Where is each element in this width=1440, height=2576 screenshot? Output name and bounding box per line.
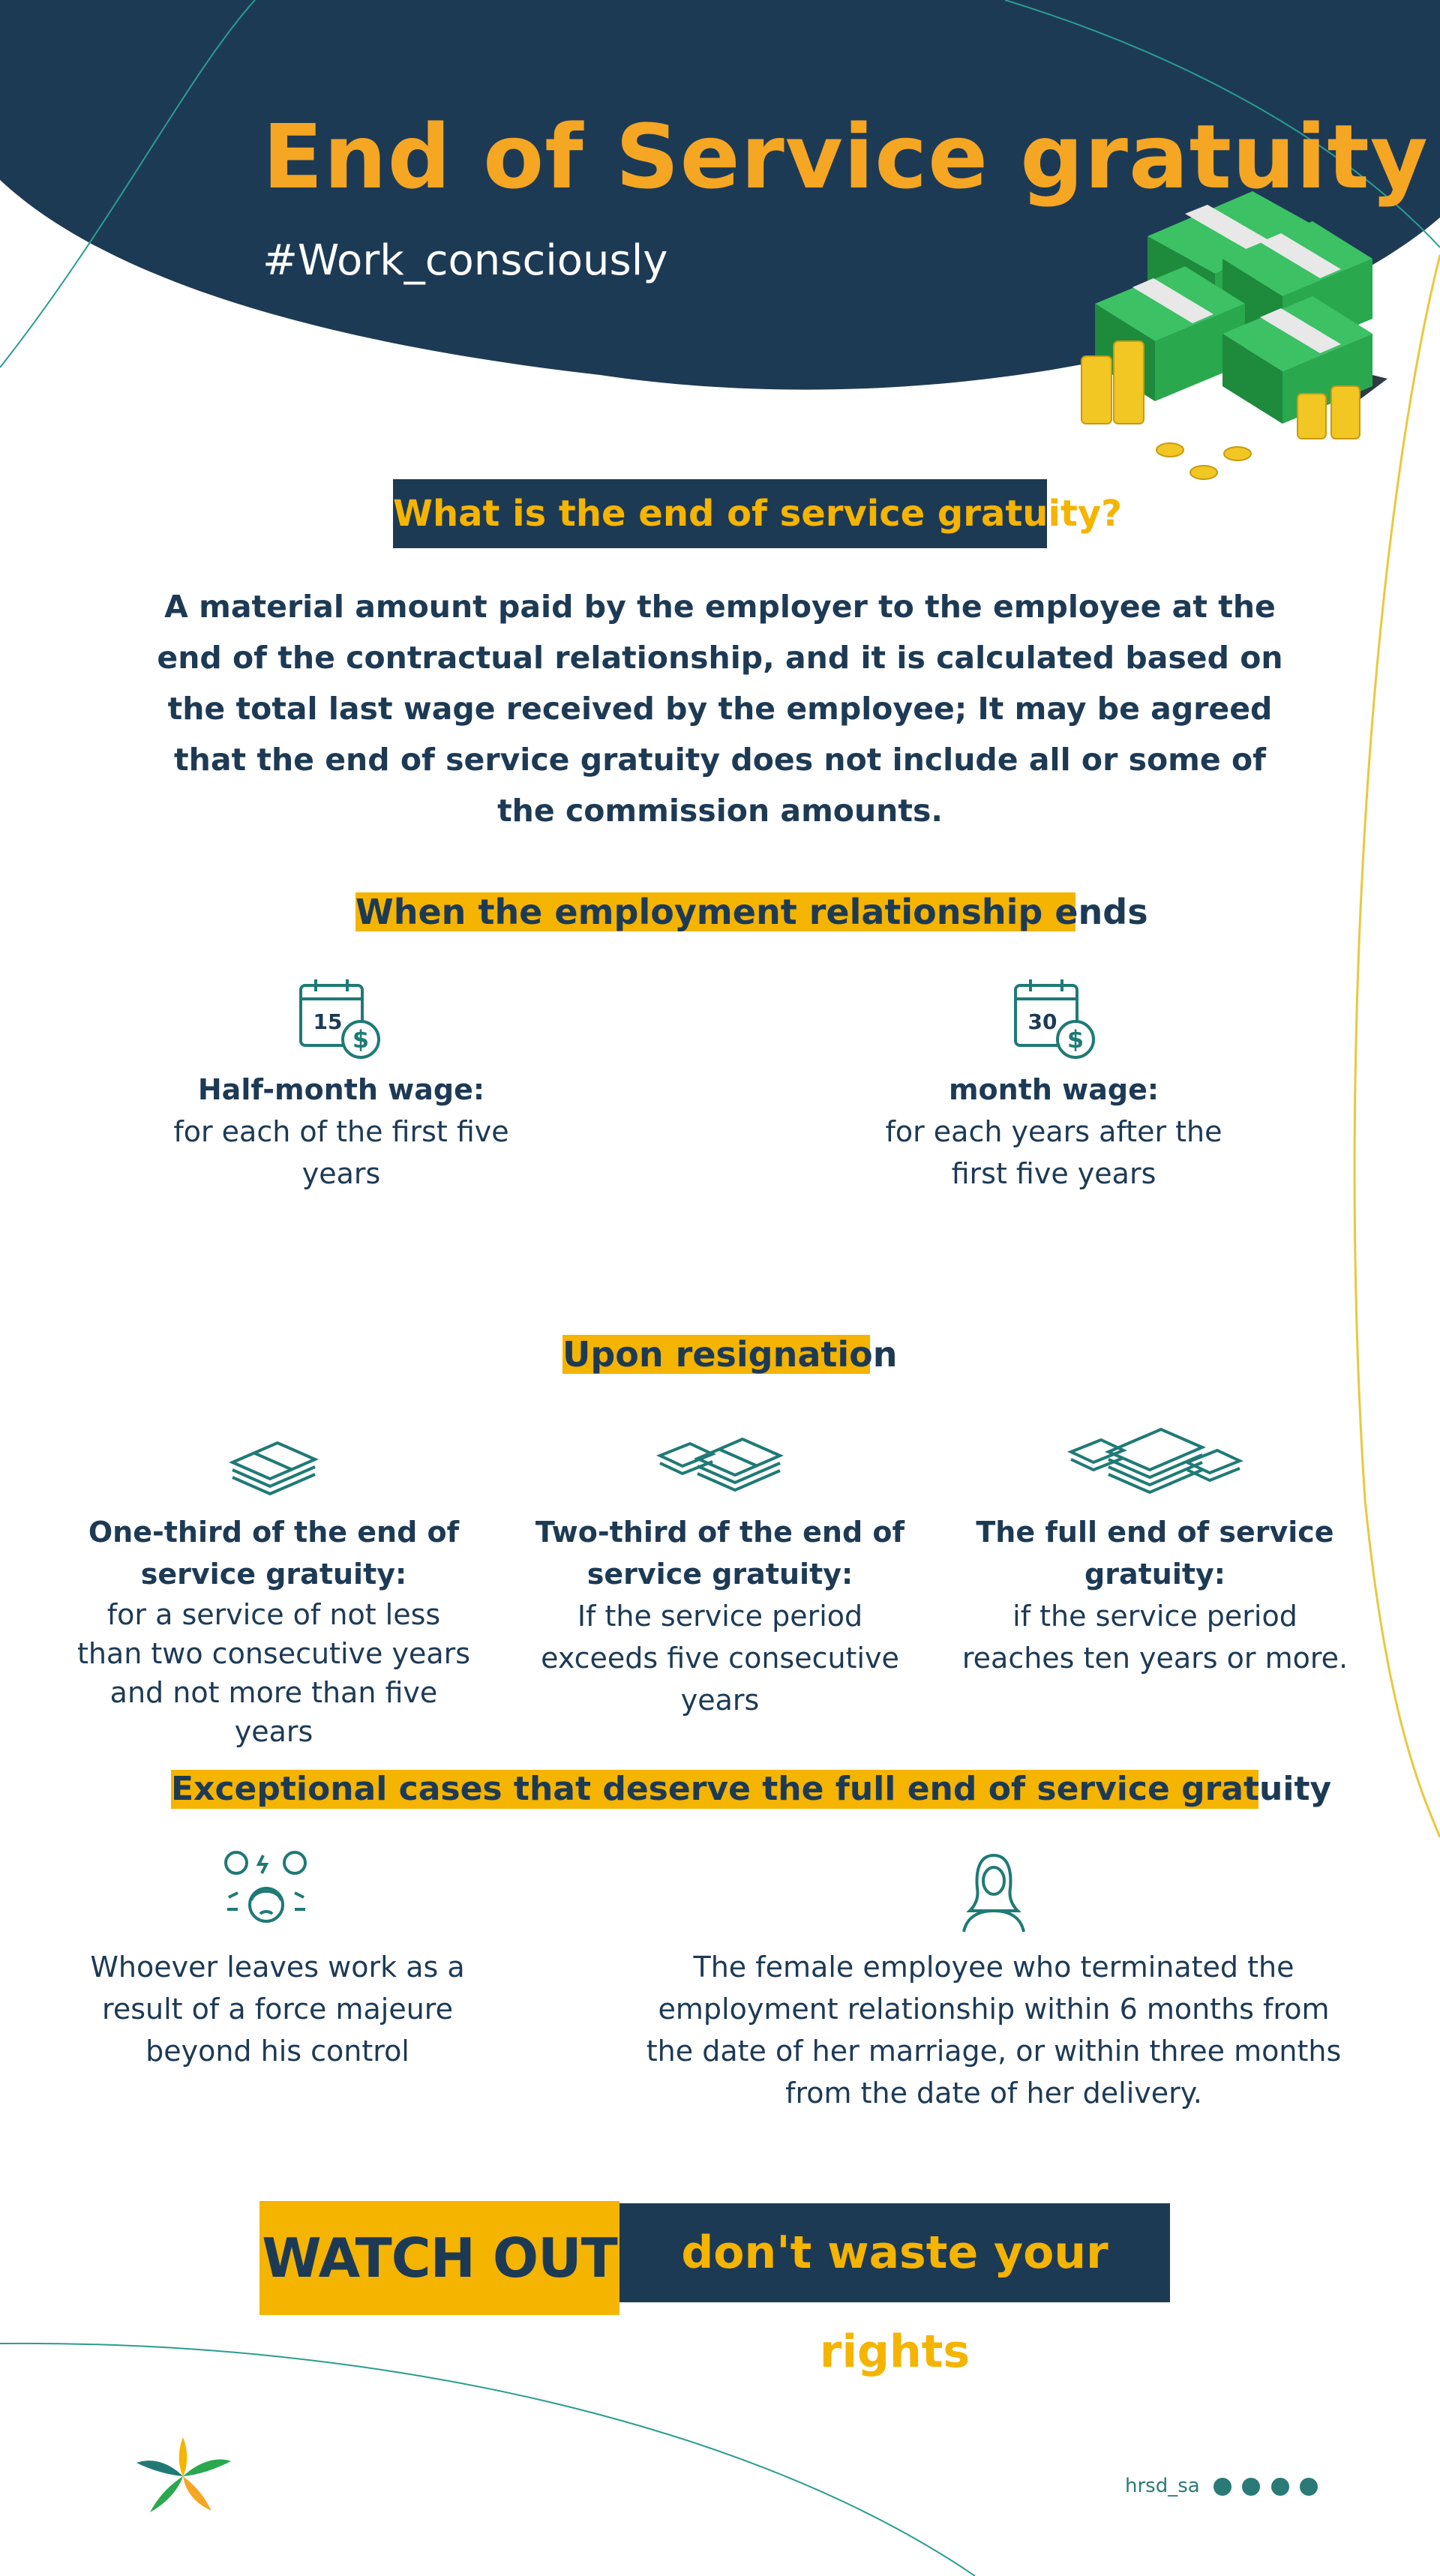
card-title: month wage: bbox=[948, 1073, 1160, 1106]
female-employee-icon bbox=[956, 1851, 1031, 1933]
card-title: Half-month wage: bbox=[197, 1073, 485, 1106]
definition-question: What is the end of service gratuity? bbox=[393, 479, 1047, 548]
card-description: The female employee who terminated the employment relationship within 6 months from the date of her marriage, or within three months from the date of her delivery. bbox=[646, 1951, 1342, 2110]
force-majeure-card bbox=[68, 1946, 488, 2072]
resignation-heading: Upon resignation bbox=[562, 1334, 898, 1375]
facebook-icon[interactable] bbox=[1242, 2478, 1260, 2496]
page-title: End of Service gratuity bbox=[262, 105, 1429, 208]
female-employee-card bbox=[634, 1946, 1354, 2114]
calendar-number: 30 bbox=[1028, 1009, 1058, 1034]
ministry-logo bbox=[134, 2430, 235, 2516]
twitter-icon[interactable] bbox=[1300, 2478, 1318, 2496]
hashtag: #Work_consciously bbox=[262, 236, 668, 285]
cash-bundles-icon bbox=[1064, 1417, 1247, 1500]
instagram-icon[interactable] bbox=[1214, 2478, 1232, 2496]
employment-ends-heading: When the employment relationship ends bbox=[356, 892, 1148, 932]
definition-answer: A material amount paid by the employer to the employee at the end of the contractual relationship, and it is calculated based on the total last wage received by the employee; It may be agreed that the end of service gratuity does not include all or some of the commission amounts. bbox=[157, 589, 1283, 829]
month-wage-card bbox=[862, 1069, 1245, 1195]
svg-text:$: $ bbox=[1066, 1025, 1084, 1054]
watch-out-banner: WATCH OUT bbox=[260, 2201, 620, 2315]
card-title: Two-third of the end of service gratuity: bbox=[535, 1516, 905, 1591]
two-third-card bbox=[518, 1511, 922, 1721]
card-title: The full end of service gratuity: bbox=[976, 1516, 1334, 1591]
full-gratuity-card bbox=[952, 1511, 1358, 1679]
cash-bundles-icon bbox=[652, 1421, 788, 1500]
svg-text:$: $ bbox=[352, 1025, 370, 1054]
one-third-card bbox=[75, 1511, 472, 1751]
card-description: for each years after the first five years bbox=[885, 1115, 1222, 1190]
calendar-dollar-icon bbox=[1011, 975, 1101, 1065]
right-curve-line bbox=[1354, 255, 1440, 1837]
rights-banner: don't waste your rights bbox=[620, 2203, 1170, 2302]
half-month-wage-card bbox=[150, 1069, 532, 1195]
card-description: if the service period reaches ten years or more. bbox=[962, 1600, 1348, 1675]
calendar-number: 15 bbox=[313, 1009, 343, 1034]
stressed-person-icon bbox=[221, 1845, 311, 1935]
card-description: If the service period exceeds five consecutive years bbox=[541, 1600, 899, 1717]
money-stack-illustration bbox=[1072, 176, 1402, 491]
card-description: for each of the first five years bbox=[173, 1115, 509, 1190]
calendar-dollar-icon bbox=[296, 975, 386, 1065]
social-links bbox=[1125, 2475, 1318, 2497]
card-description: for a service of not less than two consecutive years and not more than five years bbox=[76, 1598, 471, 1748]
social-handle: hrsd_sa bbox=[1125, 2475, 1200, 2497]
card-description: Whoever leaves work as a result of a force majeure beyond his control bbox=[90, 1951, 465, 2068]
exceptional-heading: Exceptional cases that deserve the full end of service gratuity bbox=[171, 1770, 1332, 1808]
cash-bundle-icon bbox=[225, 1425, 322, 1500]
card-title: One-third of the end of service gratuity: bbox=[88, 1516, 460, 1591]
snapchat-icon[interactable] bbox=[1271, 2478, 1289, 2496]
